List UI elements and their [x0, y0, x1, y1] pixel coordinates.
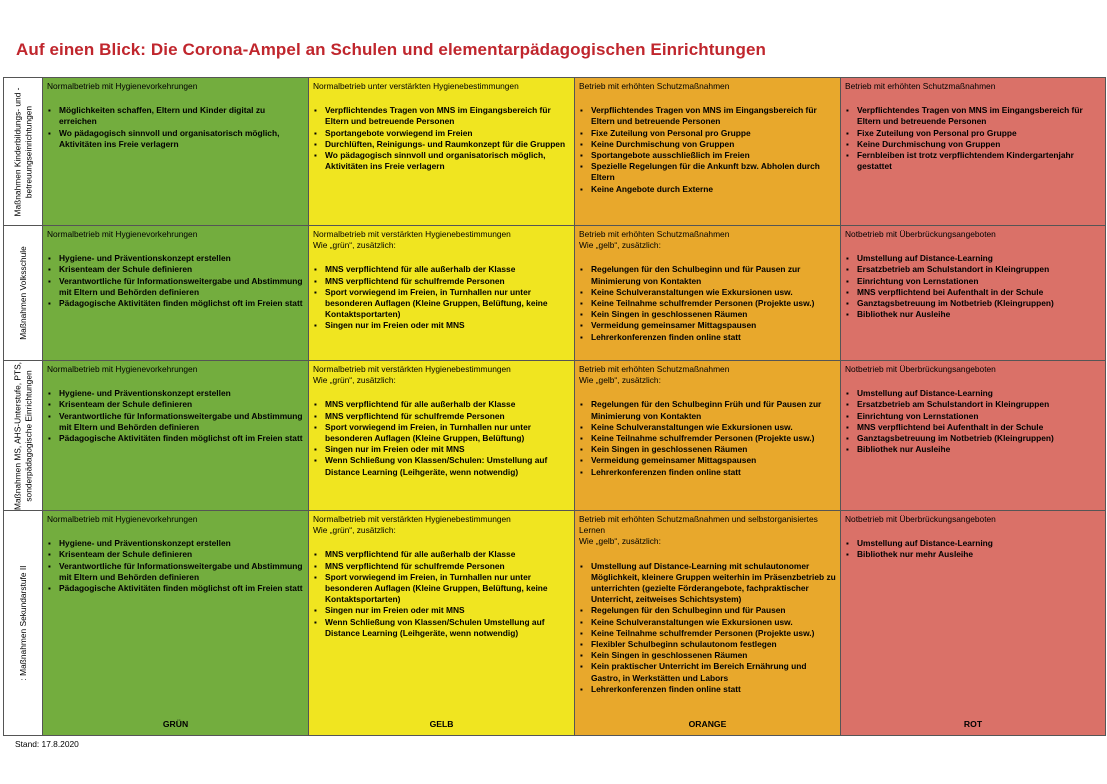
- list-item: ▪ Fixe Zuteilung von Personal pro Gruppe: [579, 128, 836, 139]
- cell-red: [841, 361, 1106, 511]
- list-item: ▪ Wenn Schließung von Klassen/Schulen Umstellung auf Distance Learning (Leihgeräte, wenn notwendig): [313, 617, 570, 639]
- list-item: ▪ Möglichkeiten schaffen, Eltern und Kinder digital zu erreichen: [47, 105, 304, 127]
- cell-yellow: [309, 226, 575, 361]
- list-item: ▪ Hygiene- und Präventionskonzept erstellen: [47, 388, 304, 399]
- cell-orange: [575, 361, 841, 511]
- list-item: ▪ Singen nur im Freien oder mit MNS: [313, 444, 570, 455]
- row-label-cell: [4, 226, 43, 361]
- cell-heading: Normalbetrieb mit Hygienevorkehrungen: [47, 514, 198, 524]
- row-label-cell: [4, 511, 43, 736]
- page-title: Auf einen Blick: Die Corona-Ampel an Schulen und elementarpädagogischen Einrichtungen: [16, 40, 766, 59]
- list-item: ▪ MNS verpflichtend für alle außerhalb der Klasse: [313, 264, 570, 275]
- list-item: ▪ Kein Singen in geschlossenen Räumen: [579, 444, 836, 455]
- cell-red: [841, 78, 1106, 226]
- column-label-yellow: GELB: [429, 718, 454, 729]
- cell-heading: Notbetrieb mit Überbrückungsangeboten: [845, 514, 996, 524]
- list-item: ▪ Umstellung auf Distance-Learning mit schulautonomer Möglichkeit, kleinere Gruppen weiterhin im Präsenzbetrieb zu unterrichten (gezielte Förderangebote, fachpraktischer Unterricht, zeitweises Schichtsystem): [579, 561, 836, 606]
- cell-orange: [575, 78, 841, 226]
- measure-list: [47, 105, 304, 150]
- cell-heading: Normalbetrieb mit verstärkten Hygienebestimmungen: [313, 514, 511, 524]
- cell-green: [43, 511, 309, 736]
- cell-green: [43, 78, 309, 226]
- list-item: ▪ Keine Teilnahme schulfremder Personen (Projekte usw.): [579, 298, 836, 309]
- list-item: ▪ Verpflichtendes Tragen von MNS im Eingangsbereich für Eltern und betreuende Personen: [579, 105, 836, 127]
- list-item: ▪ Lehrerkonferenzen finden online statt: [579, 684, 836, 695]
- list-item: ▪ Krisenteam der Schule definieren: [47, 264, 304, 275]
- list-item: ▪ MNS verpflichtend für alle außerhalb der Klasse: [313, 399, 570, 410]
- cell-heading: Betrieb mit erhöhten Schutzmaßnahmen: [579, 364, 730, 374]
- list-item: ▪ Sport vorwiegend im Freien, in Turnhallen nur unter besonderen Auflagen (Kleine Gruppen, Belüftung, keine Kontaktsportarten): [313, 287, 570, 321]
- cell-heading: Normalbetrieb mit Hygienevorkehrungen: [47, 364, 198, 374]
- cell-yellow: [309, 511, 575, 736]
- table-row: [4, 226, 1106, 361]
- measure-list: [47, 538, 304, 594]
- row-label-cell: [4, 361, 43, 511]
- list-item: ▪ Umstellung auf Distance-Learning: [845, 253, 1101, 264]
- cell-yellow: [309, 78, 575, 226]
- measure-list: [579, 561, 836, 695]
- list-item: ▪ Hygiene- und Präventionskonzept erstellen: [47, 253, 304, 264]
- list-item: ▪ Pädagogische Aktivitäten finden möglichst oft im Freien statt: [47, 298, 304, 309]
- list-item: ▪ Singen nur im Freien oder mit MNS: [313, 320, 570, 331]
- list-item: ▪ Fernbleiben ist trotz verpflichtendem Kindergartenjahr gestattet: [845, 150, 1101, 172]
- column-label-green: GRÜN: [162, 718, 189, 729]
- measure-list: [845, 388, 1101, 455]
- list-item: ▪ Keine Angebote durch Externe: [579, 184, 836, 195]
- list-item: ▪ Verantwortliche für Informationsweitergabe und Abstimmung mit Eltern und Behörden definieren: [47, 276, 304, 298]
- list-item: ▪ Wo pädagogisch sinnvoll und organisatorisch möglich, Aktivitäten ins Freie verlagern: [313, 150, 570, 172]
- cell-orange: [575, 226, 841, 361]
- measure-list: [313, 105, 570, 172]
- cell-yellow: [309, 361, 575, 511]
- cell-subheading: Wie „gelb“, zusätzlich:: [579, 240, 661, 251]
- list-item: ▪ Lehrerkonferenzen finden online statt: [579, 467, 836, 478]
- list-item: ▪ Keine Teilnahme schulfremder Personen (Projekte usw.): [579, 628, 836, 639]
- measure-list: [845, 538, 1101, 560]
- row-label: Maßnahmen Kinderbildungs- und -betreuungseinrichtungen: [12, 87, 33, 216]
- list-item: ▪ Kein Singen in geschlossenen Räumen: [579, 650, 836, 661]
- list-item: ▪ Hygiene- und Präventionskonzept erstellen: [47, 538, 304, 549]
- list-item: ▪ Ersatzbetrieb am Schulstandort in Kleingruppen: [845, 399, 1101, 410]
- measure-list: [579, 105, 836, 195]
- list-item: ▪ Verpflichtendes Tragen von MNS im Eingangsbereich für Eltern und betreuende Personen: [313, 105, 570, 127]
- list-item: ▪ Verpflichtendes Tragen von MNS im Eingangsbereich für Eltern und betreuende Personen: [845, 105, 1101, 127]
- cell-heading: Betrieb mit erhöhten Schutzmaßnahmen: [845, 81, 996, 91]
- list-item: ▪ Keine Durchmischung von Gruppen: [579, 139, 836, 150]
- list-item: ▪ Wo pädagogisch sinnvoll und organisatorisch möglich, Aktivitäten ins Freie verlagern: [47, 128, 304, 150]
- list-item: ▪ Regelungen für den Schulbeginn und für Pausen zur Minimierung von Kontakten: [579, 264, 836, 286]
- list-item: ▪ MNS verpflichtend für alle außerhalb der Klasse: [313, 549, 570, 560]
- list-item: ▪ Keine Schulveranstaltungen wie Exkursionen usw.: [579, 287, 836, 298]
- cell-subheading: Wie „grün“, zusätzlich:: [313, 240, 396, 251]
- cell-heading: Betrieb mit erhöhten Schutzmaßnahmen: [579, 81, 730, 91]
- list-item: ▪ Regelungen für den Schulbeginn und für Pausen: [579, 605, 836, 616]
- measure-list: [579, 399, 836, 477]
- list-item: ▪ Lehrerkonferenzen finden online statt: [579, 332, 836, 343]
- list-item: ▪ Keine Teilnahme schulfremder Personen (Projekte usw.): [579, 433, 836, 444]
- list-item: ▪ Pädagogische Aktivitäten finden möglichst oft im Freien statt: [47, 583, 304, 594]
- cell-heading: Normalbetrieb mit Hygienevorkehrungen: [47, 81, 198, 91]
- list-item: ▪ MNS verpflichtend bei Aufenthalt in der Schule: [845, 422, 1101, 433]
- list-item: ▪ Krisenteam der Schule definieren: [47, 399, 304, 410]
- footer-date: Stand: 17.8.2020: [15, 739, 79, 749]
- list-item: ▪ Durchlüften, Reinigungs- und Raumkonzept für die Gruppen: [313, 139, 570, 150]
- cell-heading: Notbetrieb mit Überbrückungsangeboten: [845, 364, 996, 374]
- list-item: ▪ Flexibler Schulbeginn schulautonom festlegen: [579, 639, 836, 650]
- list-item: ▪ Vermeidung gemeinsamer Mittagspausen: [579, 455, 836, 466]
- table-row: [4, 511, 1106, 736]
- list-item: ▪ Einrichtung von Lernstationen: [845, 276, 1101, 287]
- cell-heading: Normalbetrieb unter verstärkten Hygienebestimmungen: [313, 81, 519, 91]
- list-item: ▪ Keine Schulveranstaltungen wie Exkursionen usw.: [579, 422, 836, 433]
- list-item: ▪ MNS verpflichtend für schulfremde Personen: [313, 276, 570, 287]
- list-item: ▪ Sport vorwiegend im Freien, in Turnhallen nur unter besonderen Auflagen (Kleine Gruppen, Belüftung, keine Kontaktsportarten): [313, 572, 570, 606]
- list-item: ▪ Einrichtung von Lernstationen: [845, 411, 1101, 422]
- measure-list: [47, 253, 304, 309]
- cell-green: [43, 361, 309, 511]
- cell-heading: Normalbetrieb mit verstärkten Hygienebestimmungen: [313, 364, 511, 374]
- list-item: ▪ Kein Singen in geschlossenen Räumen: [579, 309, 836, 320]
- cell-green: [43, 226, 309, 361]
- list-item: ▪ Pädagogische Aktivitäten finden möglichst oft im Freien statt: [47, 433, 304, 444]
- list-item: ▪ Keine Durchmischung von Gruppen: [845, 139, 1101, 150]
- list-item: ▪ Verantwortliche für Informationsweitergabe und Abstimmung mit Eltern und Behörden definieren: [47, 411, 304, 433]
- cell-red: [841, 511, 1106, 736]
- list-item: ▪ Regelungen für den Schulbeginn Früh und für Pausen zur Minimierung von Kontakten: [579, 399, 836, 421]
- list-item: ▪ Krisenteam der Schule definieren: [47, 549, 304, 560]
- list-item: ▪ Ganztagsbetreuung im Notbetrieb (Kleingruppen): [845, 298, 1101, 309]
- list-item: ▪ Bibliothek nur Ausleihe: [845, 309, 1101, 320]
- cell-orange: [575, 511, 841, 736]
- table-row: [4, 361, 1106, 511]
- list-item: ▪ Wenn Schließung von Klassen/Schulen: Umstellung auf Distance Learning (Leihgeräte, wenn notwendig): [313, 455, 570, 477]
- measure-list: [845, 253, 1101, 320]
- cell-heading: Betrieb mit erhöhten Schutzmaßnahmen: [579, 229, 730, 239]
- list-item: ▪ Verantwortliche für Informationsweitergabe und Abstimmung mit Eltern und Behörden definieren: [47, 561, 304, 583]
- list-item: ▪ Singen nur im Freien oder mit MNS: [313, 605, 570, 616]
- cell-red: [841, 226, 1106, 361]
- list-item: ▪ Keine Schulveranstaltungen wie Exkursionen usw.: [579, 617, 836, 628]
- measure-list: [313, 549, 570, 639]
- list-item: ▪ Spezielle Regelungen für die Ankunft bzw. Abholen durch Eltern: [579, 161, 836, 183]
- list-item: ▪ Sportangebote vorwiegend im Freien: [313, 128, 570, 139]
- list-item: ▪ Sportangebote ausschließlich im Freien: [579, 150, 836, 161]
- cell-subheading: Wie „gelb“, zusätzlich:: [579, 375, 661, 386]
- column-label-orange: ORANGE: [688, 718, 727, 729]
- list-item: ▪ Umstellung auf Distance-Learning: [845, 388, 1101, 399]
- measure-list: [47, 388, 304, 444]
- cell-subheading: Wie „grün“, zusätzlich:: [313, 525, 396, 536]
- measure-list: [313, 399, 570, 477]
- measure-list: [579, 264, 836, 342]
- list-item: ▪ Ganztagsbetreuung im Notbetrieb (Kleingruppen): [845, 433, 1101, 444]
- table-row: [4, 78, 1106, 226]
- list-item: ▪ Kein praktischer Unterricht im Bereich Ernährung und Gastro, in Werkstätten und Labors: [579, 661, 836, 683]
- row-label-cell: [4, 78, 43, 226]
- list-item: ▪ Bibliothek nur Ausleihe: [845, 444, 1101, 455]
- list-item: ▪ Sport vorwiegend im Freien, in Turnhallen nur unter besonderen Auflagen (Kleine Gruppen, Belüftung): [313, 422, 570, 444]
- list-item: ▪ Fixe Zuteilung von Personal pro Gruppe: [845, 128, 1101, 139]
- ampel-table: [3, 77, 1106, 736]
- list-item: ▪ Ersatzbetrieb am Schulstandort in Kleingruppen: [845, 264, 1101, 275]
- measure-list: [313, 264, 570, 331]
- row-label: Maßnahmen MS, AHS-Unterstufe, PTS, sonderpädagogische Einrichtungen: [12, 361, 33, 510]
- row-label: Maßnahmen Volksschule: [17, 246, 28, 340]
- cell-heading: Betrieb mit erhöhten Schutzmaßnahmen und selbstorganisiertes Lernen: [579, 514, 818, 536]
- list-item: ▪ Bibliothek nur mehr Ausleihe: [845, 549, 1101, 560]
- cell-subheading: Wie „grün“, zusätzlich:: [313, 375, 396, 386]
- cell-heading: Normalbetrieb mit verstärkten Hygienebestimmungen: [313, 229, 511, 239]
- measure-list: [845, 105, 1101, 172]
- column-label-red: ROT: [963, 718, 983, 729]
- list-item: ▪ MNS verpflichtend bei Aufenthalt in der Schule: [845, 287, 1101, 298]
- list-item: ▪ Vermeidung gemeinsamer Mittagspausen: [579, 320, 836, 331]
- cell-heading: Normalbetrieb mit Hygienevorkehrungen: [47, 229, 198, 239]
- row-label: : Maßnahmen Sekundarstufe II: [17, 565, 28, 681]
- cell-subheading: Wie „gelb“, zusätzlich:: [579, 536, 661, 547]
- cell-heading: Notbetrieb mit Überbrückungsangeboten: [845, 229, 996, 239]
- list-item: ▪ Umstellung auf Distance-Learning: [845, 538, 1101, 549]
- list-item: ▪ MNS verpflichtend für schulfremde Personen: [313, 561, 570, 572]
- list-item: ▪ MNS verpflichtend für schulfremde Personen: [313, 411, 570, 422]
